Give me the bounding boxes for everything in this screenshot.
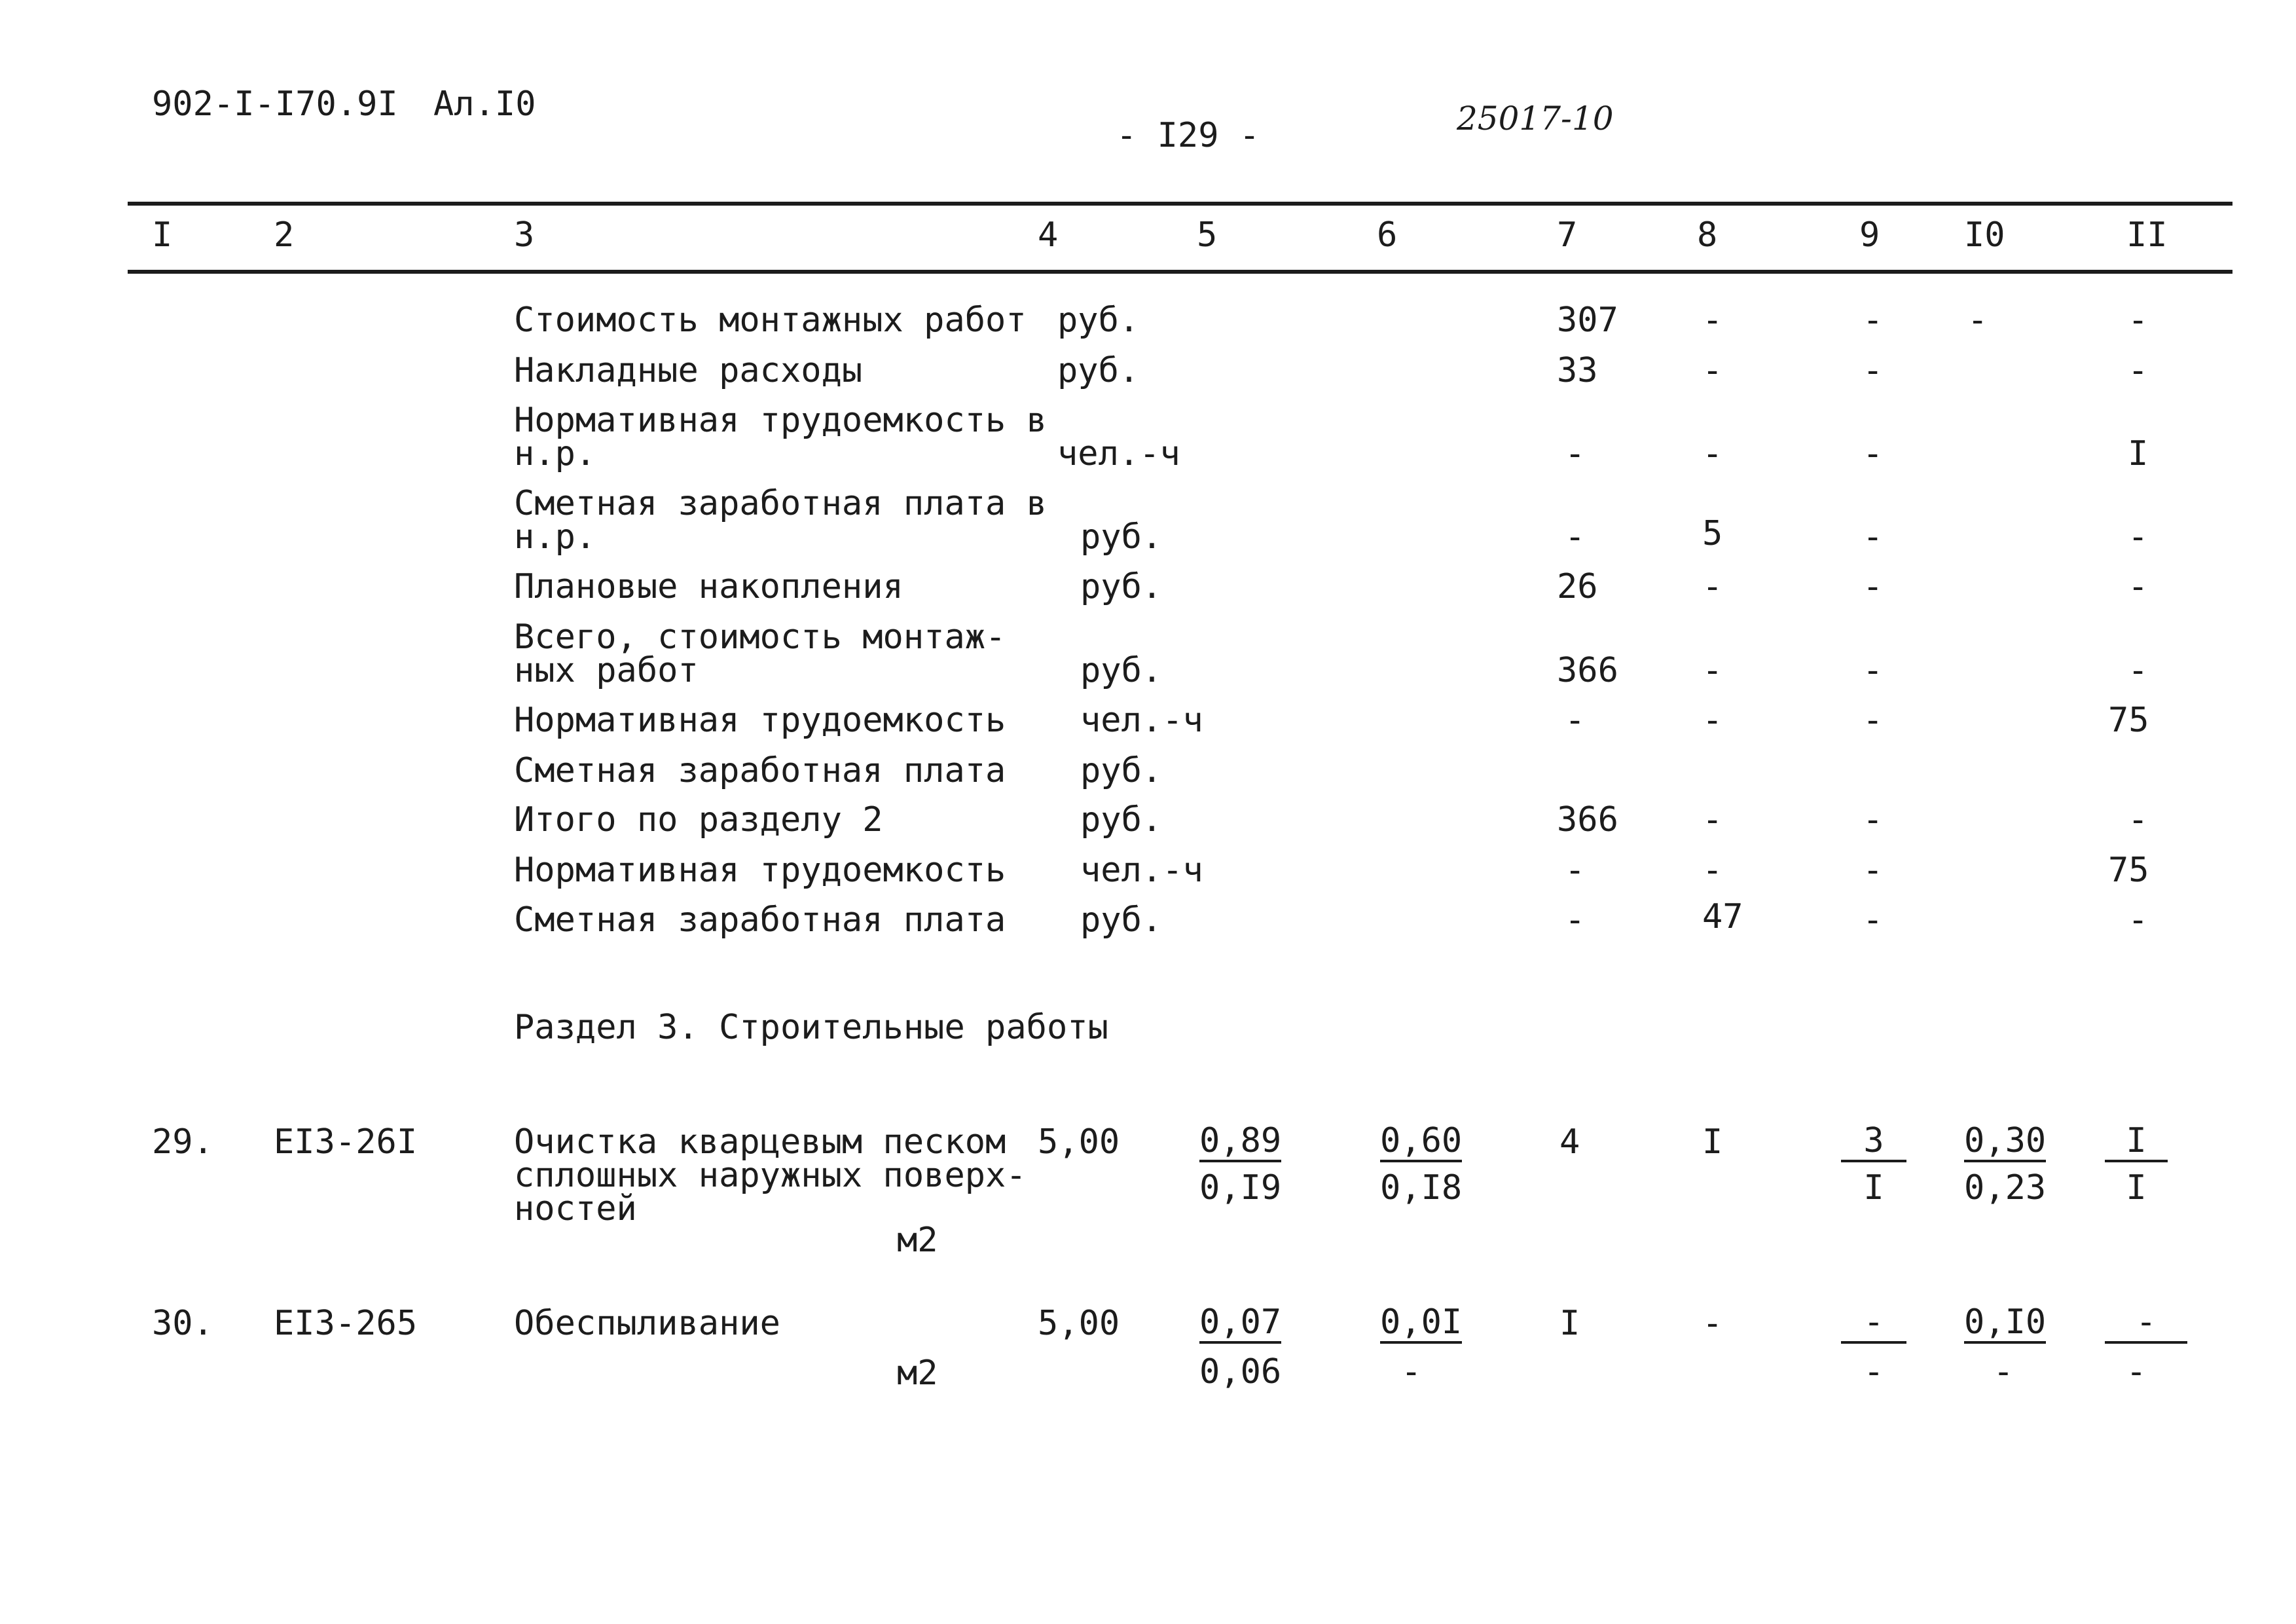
summary-row-unit: чел.-ч xyxy=(1080,701,1203,740)
summary-row-col8: - xyxy=(1702,851,1723,890)
summary-row-col7: - xyxy=(1565,701,1586,740)
column-header-4: 4 xyxy=(1038,215,1059,255)
summary-row-unit: чел.-ч xyxy=(1080,851,1203,890)
column-header-1: I xyxy=(152,215,173,255)
item-name-cont: сплошных наружных поверх- xyxy=(514,1156,1027,1195)
summary-row-label: Плановые накопления xyxy=(514,567,903,606)
item-name: Очистка кварцевым песком xyxy=(514,1122,1006,1162)
handwritten-number: 25017-10 xyxy=(1457,100,1614,138)
column-header-6: 6 xyxy=(1377,215,1398,255)
sheet-label: Ал.I0 xyxy=(433,84,536,124)
item-col5-top: 0,07 xyxy=(1199,1303,1281,1344)
summary-row-col7: - xyxy=(1565,900,1586,940)
summary-row-col11: - xyxy=(2128,567,2149,606)
summary-row-label: Всего, стоимость монтаж- xyxy=(514,618,1006,657)
item-quantity: 5,00 xyxy=(1038,1122,1120,1162)
column-header-3: 3 xyxy=(514,215,535,255)
summary-row-label: Нормативная трудоемкость xyxy=(514,851,1006,890)
summary-row-col8: - xyxy=(1702,701,1723,740)
summary-row-col11: - xyxy=(2128,800,2149,840)
item-col5-bottom: 0,06 xyxy=(1199,1352,1282,1392)
summary-row-label-cont: ных работ xyxy=(514,651,699,690)
summary-row-col11: - xyxy=(2128,517,2149,557)
item-col9-top: - xyxy=(1841,1303,1906,1344)
document-code: 902-I-I70.9I xyxy=(152,84,398,124)
item-col11-bottom: I xyxy=(2126,1168,2147,1208)
summary-row-col8: - xyxy=(1702,800,1723,840)
summary-row-col7: 366 xyxy=(1557,651,1618,690)
summary-row-unit: руб. xyxy=(1057,301,1140,340)
summary-row-col8: - xyxy=(1702,301,1723,340)
table-header-rule xyxy=(128,270,2232,274)
summary-row-col9: - xyxy=(1863,851,1884,890)
summary-row-col7: 33 xyxy=(1557,351,1598,390)
summary-row-unit: руб. xyxy=(1080,800,1163,840)
summary-row-label-cont: н.р. xyxy=(514,517,596,557)
item-col8: - xyxy=(1702,1304,1723,1343)
summary-row-col9: - xyxy=(1863,900,1884,940)
summary-row-col11: - xyxy=(2128,301,2149,340)
summary-row-label-cont: н.р. xyxy=(514,434,596,473)
item-col8: I xyxy=(1702,1122,1723,1162)
column-header-5: 5 xyxy=(1197,215,1218,255)
summary-row-col7: 366 xyxy=(1557,800,1618,840)
summary-row-unit: руб. xyxy=(1080,567,1163,606)
item-col5-bottom: 0,I9 xyxy=(1199,1168,1282,1208)
summary-row-unit: руб. xyxy=(1080,651,1163,690)
summary-row-col8: 5 xyxy=(1702,514,1723,553)
summary-row-col9: - xyxy=(1863,567,1884,606)
page-number: - I29 - xyxy=(1116,116,1260,155)
summary-row-col8: 47 xyxy=(1702,897,1743,936)
item-col9-bottom: - xyxy=(1863,1352,1884,1392)
item-col6-bottom: 0,I8 xyxy=(1380,1168,1463,1208)
table-top-rule xyxy=(128,202,2232,206)
summary-row-unit: руб. xyxy=(1057,351,1140,390)
summary-row-col11: I xyxy=(2128,434,2149,473)
summary-row-col7: - xyxy=(1565,434,1586,473)
item-col11-top: I xyxy=(2105,1122,2168,1162)
column-header-8: 8 xyxy=(1697,215,1718,255)
section-title: Раздел 3. Строительные работы xyxy=(514,1008,1108,1047)
item-col6-top: 0,60 xyxy=(1380,1122,1462,1162)
summary-row-col8: - xyxy=(1702,567,1723,606)
summary-row-col11: - xyxy=(2128,351,2149,390)
item-number: 29. xyxy=(152,1122,213,1162)
column-header-7: 7 xyxy=(1557,215,1578,255)
column-header-2: 2 xyxy=(274,215,295,255)
summary-row-label: Нормативная трудоемкость в xyxy=(514,401,1047,440)
item-col11-bottom: - xyxy=(2126,1352,2147,1392)
summary-row-col11: - xyxy=(2128,651,2149,690)
summary-row-col8: - xyxy=(1702,651,1723,690)
summary-row-col11: 75 xyxy=(2108,701,2149,740)
summary-row-col7: - xyxy=(1565,851,1586,890)
summary-row-label: Нормативная трудоемкость xyxy=(514,701,1006,740)
summary-row-col9: - xyxy=(1863,517,1884,557)
summary-row-col9: - xyxy=(1863,301,1884,340)
summary-row-label: Сметная заработная плата xyxy=(514,900,1006,940)
summary-row-unit: руб. xyxy=(1080,751,1163,790)
item-name: Обеспыливание xyxy=(514,1304,780,1343)
summary-row-col8: - xyxy=(1702,434,1723,473)
summary-row-unit: руб. xyxy=(1080,517,1163,557)
item-col10-bottom: 0,23 xyxy=(1964,1168,2047,1208)
column-header-11: II xyxy=(2126,215,2168,255)
item-unit: м2 xyxy=(897,1354,938,1393)
column-header-9: 9 xyxy=(1859,215,1880,255)
summary-row-label: Накладные расходы xyxy=(514,351,863,390)
summary-row-unit: руб. xyxy=(1080,900,1163,940)
summary-row-col9: - xyxy=(1863,351,1884,390)
item-col7: I xyxy=(1559,1304,1580,1343)
summary-row-col9: - xyxy=(1863,800,1884,840)
summary-row-col10: - xyxy=(1967,301,1988,340)
item-col10-top: 0,30 xyxy=(1964,1122,2046,1162)
summary-row-label: Стоимость монтажных работ xyxy=(514,301,1027,340)
item-col10-top: 0,I0 xyxy=(1964,1303,2046,1344)
item-unit: м2 xyxy=(897,1221,938,1260)
summary-row-label: Итого по разделу 2 xyxy=(514,800,883,840)
summary-row-col7: 307 xyxy=(1557,301,1618,340)
summary-row-label: Сметная заработная плата в xyxy=(514,484,1047,523)
item-col11-top: - xyxy=(2105,1303,2187,1344)
summary-row-col11: - xyxy=(2128,900,2149,940)
summary-row-col9: - xyxy=(1863,651,1884,690)
summary-row-label: Сметная заработная плата xyxy=(514,751,1006,790)
item-number: 30. xyxy=(152,1304,213,1343)
summary-row-unit: чел.-ч xyxy=(1057,434,1180,473)
item-col6-top: 0,0I xyxy=(1380,1303,1462,1344)
item-col10-bottom: - xyxy=(1993,1352,2014,1392)
item-col9-bottom: I xyxy=(1863,1168,1884,1208)
item-col7: 4 xyxy=(1559,1122,1580,1162)
summary-row-col9: - xyxy=(1863,701,1884,740)
item-col9-top: 3 xyxy=(1841,1122,1906,1162)
item-col6-bottom: - xyxy=(1401,1352,1422,1392)
summary-row-col9: - xyxy=(1863,434,1884,473)
item-code: EI3-265 xyxy=(274,1304,418,1343)
summary-row-col7: - xyxy=(1565,517,1586,557)
summary-row-col11: 75 xyxy=(2108,851,2149,890)
summary-row-col7: 26 xyxy=(1557,567,1598,606)
item-name-cont: ностей xyxy=(514,1189,637,1228)
item-code: EI3-26I xyxy=(274,1122,418,1162)
summary-row-col8: - xyxy=(1702,351,1723,390)
item-quantity: 5,00 xyxy=(1038,1304,1120,1343)
item-col5-top: 0,89 xyxy=(1199,1122,1281,1162)
column-header-10: I0 xyxy=(1964,215,2005,255)
